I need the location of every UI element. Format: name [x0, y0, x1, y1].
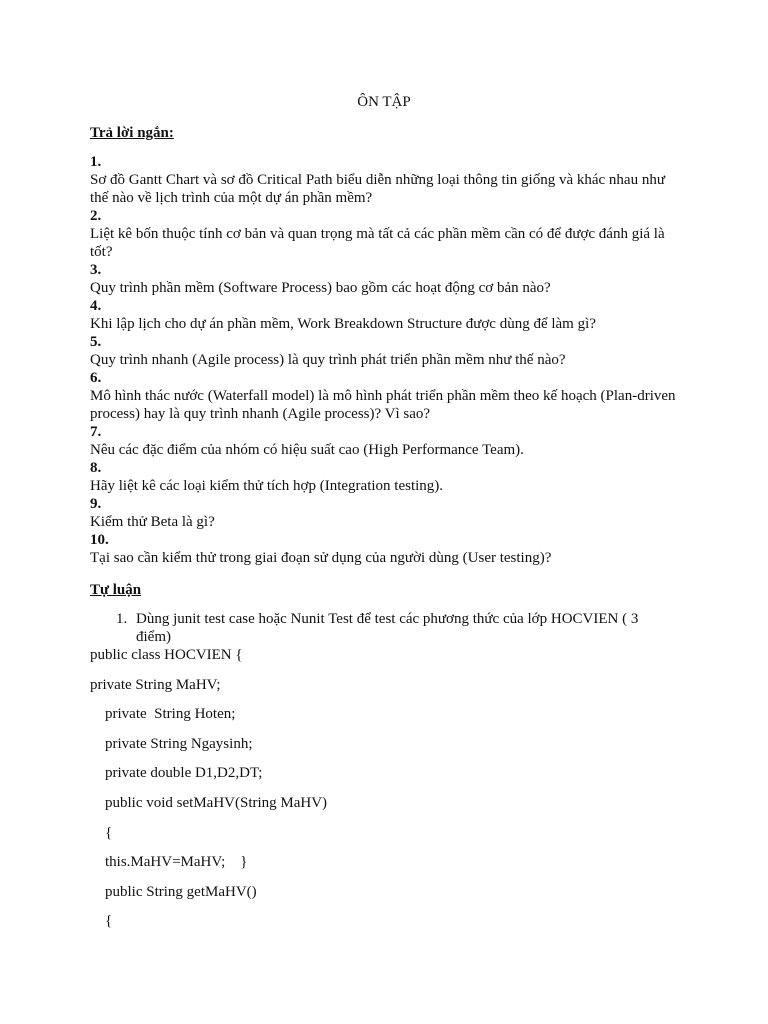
question-text: Hãy liệt kê các loại kiểm thử tích hợp (Integration testing).: [90, 478, 444, 494]
question-number: 1.: [90, 154, 102, 170]
code-line: {: [105, 913, 113, 929]
question-text: Mô hình thác nước (Waterfall model) là mô hình phát triển phần mềm theo kế hoạch (Plan-driven process) hay là quy trình nhanh (Agile process)? Vì sao?: [90, 388, 676, 422]
question-text: Khi lập lịch cho dự án phần mềm, Work Breakdown Structure được dùng để làm gì?: [90, 316, 596, 332]
question-text: Quy trình nhanh (Agile process) là quy trình phát triển phần mềm như thế nào?: [90, 352, 566, 368]
code-line: private double D1,D2,DT;: [105, 765, 263, 781]
question-text: Nêu các đặc điểm của nhóm có hiệu suất cao (High Performance Team).: [90, 442, 524, 458]
essay-item-text: Dùng junit test case hoặc Nunit Test để test các phương thức của lớp HOCVIEN ( 3 điểm): [136, 611, 639, 645]
question-item: [90, 423, 680, 459]
question-text: Quy trình phần mềm (Software Process) bao gồm các hoạt động cơ bản nào?: [90, 280, 551, 296]
question-list: [90, 153, 680, 567]
question-item: [90, 459, 680, 495]
question-number: 7.: [90, 424, 102, 440]
question-number: 8.: [90, 460, 102, 476]
essay-heading: Tự luận: [90, 582, 142, 598]
question-text: Sơ đồ Gantt Chart và sơ đồ Critical Path biểu diễn những loại thông tin giống và khác nhau như thế nào về lịch trình của một dự án phần mềm?: [90, 172, 665, 206]
code-line: private String MaHV;: [90, 677, 221, 693]
question-text: Liệt kê bốn thuộc tính cơ bản và quan trọng mà tất cả các phần mềm cần có để được đánh giá là tốt?: [90, 226, 665, 260]
question-item: [90, 297, 680, 333]
question-item: [90, 369, 680, 423]
code-line: public void setMaHV(String MaHV): [105, 795, 328, 811]
question-number: 2.: [90, 208, 102, 224]
page-title: ÔN TẬP: [357, 94, 411, 110]
question-number: 9.: [90, 496, 102, 512]
question-item: [90, 261, 680, 297]
code-line: public class HOCVIEN {: [90, 647, 243, 663]
question-item: [90, 153, 680, 207]
question-number: 10.: [90, 532, 109, 548]
question-item: [90, 495, 680, 531]
short-answer-heading: Trả lời ngắn:: [90, 125, 174, 141]
code-line: private String Ngaysinh;: [105, 736, 253, 752]
question-number: 5.: [90, 334, 102, 350]
code-line: {: [105, 825, 113, 841]
question-item: [90, 333, 680, 369]
code-line: private String Hoten;: [105, 706, 236, 722]
question-text: Kiểm thử Beta là gì?: [90, 514, 215, 530]
question-item: [90, 207, 680, 261]
question-number: 3.: [90, 262, 102, 278]
code-line: this.MaHV=MaHV; }: [105, 854, 248, 870]
question-number: 4.: [90, 298, 102, 314]
code-line: public String getMaHV(): [105, 884, 257, 900]
question-text: Tại sao cần kiểm thử trong giai đoạn sử dụng của người dùng (User testing)?: [90, 550, 552, 566]
question-number: 6.: [90, 370, 102, 386]
essay-item-number: 1.: [116, 611, 128, 627]
question-item: [90, 531, 680, 567]
